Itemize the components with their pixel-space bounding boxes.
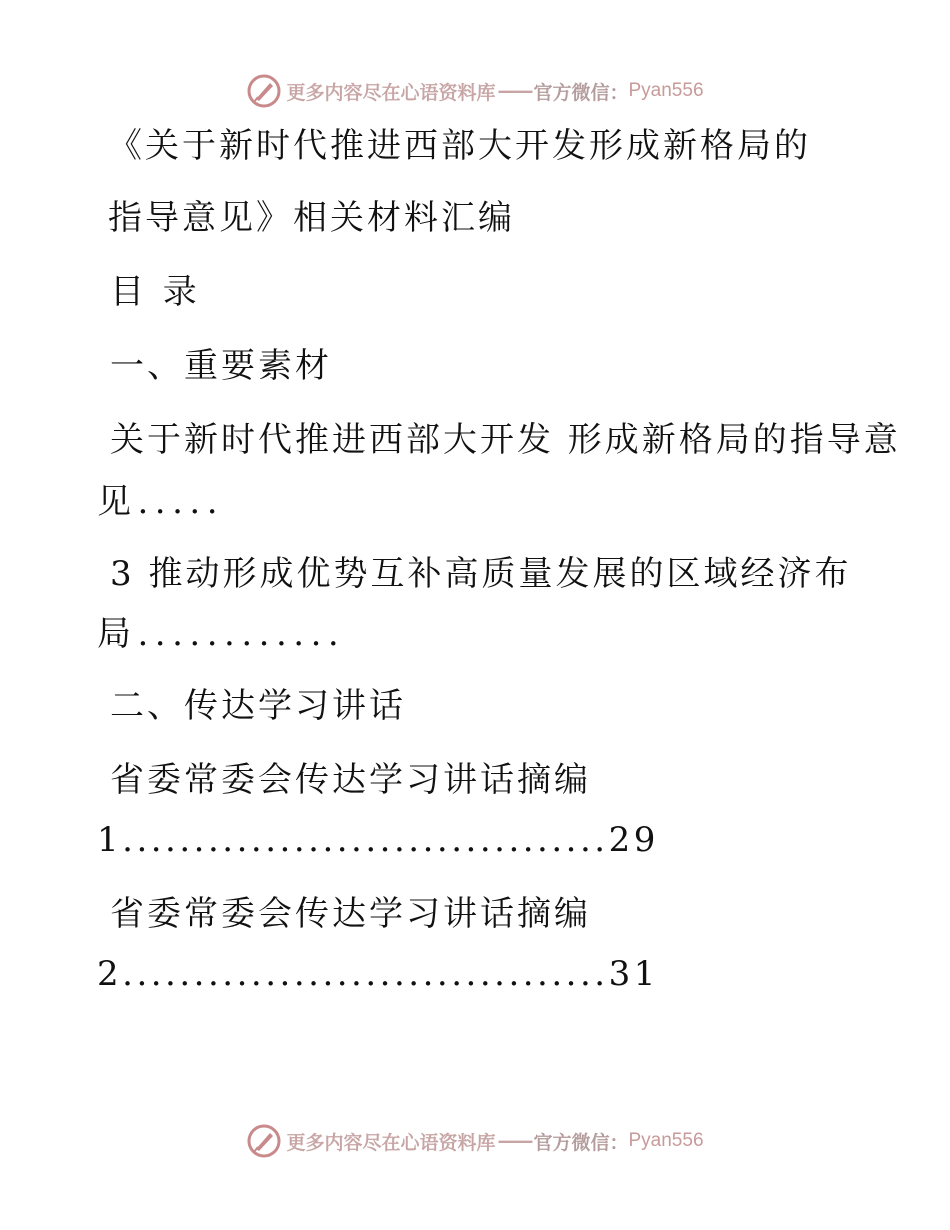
toc-heading: 目 录 (110, 272, 201, 312)
toc-item-1-line1: 关于新时代推进西部大开发 形成新格局的指导意 (110, 420, 901, 460)
banner-main-text: 更多内容尽在心语资料库 (286, 81, 496, 104)
quill-logo-icon (246, 73, 282, 109)
banner-wechat-id: Pyan556 (628, 1130, 704, 1151)
banner-wechat-label: 官方微信： (533, 1131, 629, 1154)
document-title-line1: 《关于新时代推进西部大开发形成新格局的 (108, 126, 811, 166)
toc-item-4-line2: 2..................................31 (97, 954, 659, 994)
banner-dash: —— (497, 80, 532, 102)
banner-main-text: 更多内容尽在心语资料库 (286, 1131, 496, 1154)
document-title-line2: 指导意见》相关材料汇编 (108, 198, 515, 238)
quill-logo-icon (246, 1123, 282, 1159)
toc-item-1-line2: 见..... (97, 482, 225, 522)
toc-item-4-line1: 省委常委会传达学习讲话摘编 (110, 894, 591, 934)
toc-item-2-line2: 局............ (97, 614, 346, 654)
banner-wechat-label: 官方微信： (533, 81, 629, 104)
watermark-banner-bottom (0, 1121, 950, 1161)
toc-item-3-line2: 1..................................29 (97, 820, 659, 860)
toc-section-2: 二、传达学习讲话 (110, 686, 406, 726)
toc-item-2-line1: 3 推动形成优势互补高质量发展的区域经济布 (110, 554, 852, 594)
toc-item-3-line1: 省委常委会传达学习讲话摘编 (110, 760, 591, 800)
banner-dash: —— (497, 1130, 532, 1152)
toc-section-1: 一、重要素材 (110, 346, 332, 386)
watermark-banner-top (0, 71, 950, 111)
banner-wechat-id: Pyan556 (628, 80, 704, 101)
